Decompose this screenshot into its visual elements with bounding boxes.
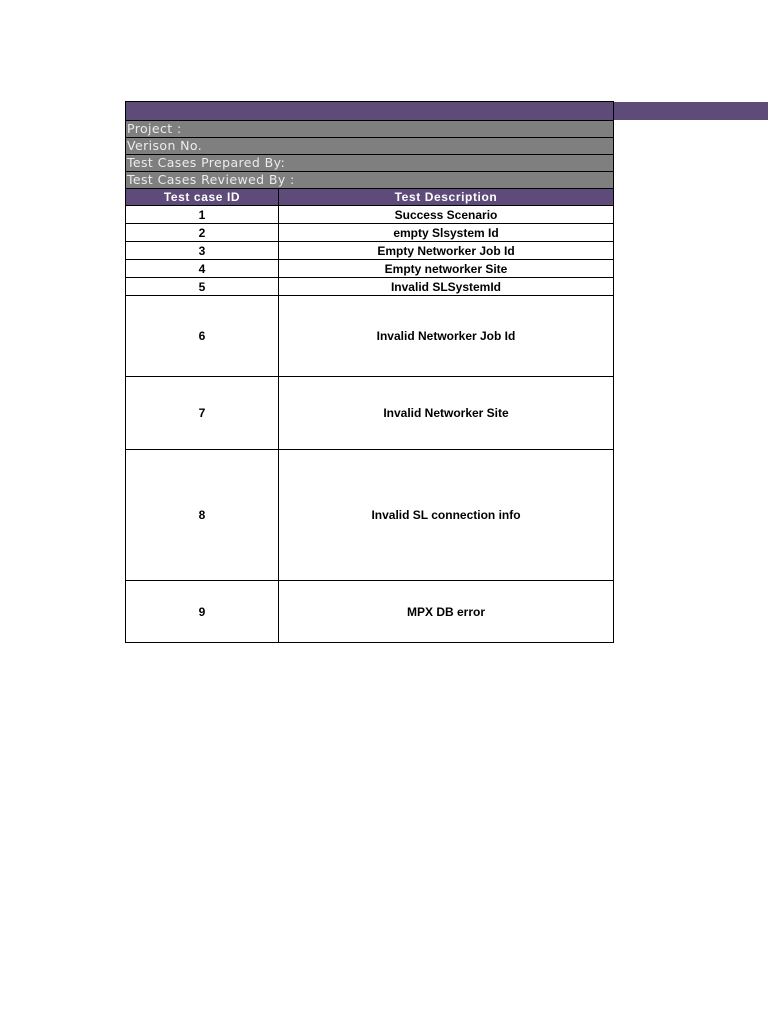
test-description: Invalid Networker Job Id (279, 296, 614, 377)
project-label: Project : (126, 121, 614, 138)
test-case-id: 8 (126, 450, 279, 581)
test-case-id: 2 (126, 224, 279, 242)
test-case-id: 7 (126, 377, 279, 450)
table-row (126, 377, 614, 450)
test-description: MPX DB error (279, 581, 614, 643)
table-row (126, 581, 614, 643)
reviewed-by-label: Test Cases Reviewed By : (126, 172, 614, 189)
version-row (126, 138, 614, 155)
reviewed-by-row (126, 172, 614, 189)
test-description: empty Slsystem Id (279, 224, 614, 242)
table-row (126, 260, 614, 278)
test-description: Invalid SLSystemId (279, 278, 614, 296)
prepared-by-label: Test Cases Prepared By: (126, 155, 614, 172)
test-description: Invalid SL connection info (279, 450, 614, 581)
test-case-id: 6 (126, 296, 279, 377)
header-band-overflow (612, 102, 768, 120)
title-banner-cell (126, 102, 614, 121)
test-case-id: 9 (126, 581, 279, 643)
test-description: Empty networker Site (279, 260, 614, 278)
test-case-id: 1 (126, 206, 279, 224)
table-row (126, 450, 614, 581)
table-row (126, 296, 614, 377)
version-label: Verison No. (126, 138, 614, 155)
table-row (126, 242, 614, 260)
column-header-id: Test case ID (126, 189, 279, 206)
table-row (126, 206, 614, 224)
title-banner (126, 102, 614, 121)
table-row (126, 278, 614, 296)
test-case-table (125, 101, 614, 643)
project-row (126, 121, 614, 138)
table-row (126, 224, 614, 242)
test-description: Invalid Networker Site (279, 377, 614, 450)
test-case-id: 4 (126, 260, 279, 278)
test-case-id: 3 (126, 242, 279, 260)
test-description: Success Scenario (279, 206, 614, 224)
prepared-by-row (126, 155, 614, 172)
test-case-id: 5 (126, 278, 279, 296)
column-header-description: Test Description (279, 189, 614, 206)
test-description: Empty Networker Job Id (279, 242, 614, 260)
column-header-row (126, 189, 614, 206)
